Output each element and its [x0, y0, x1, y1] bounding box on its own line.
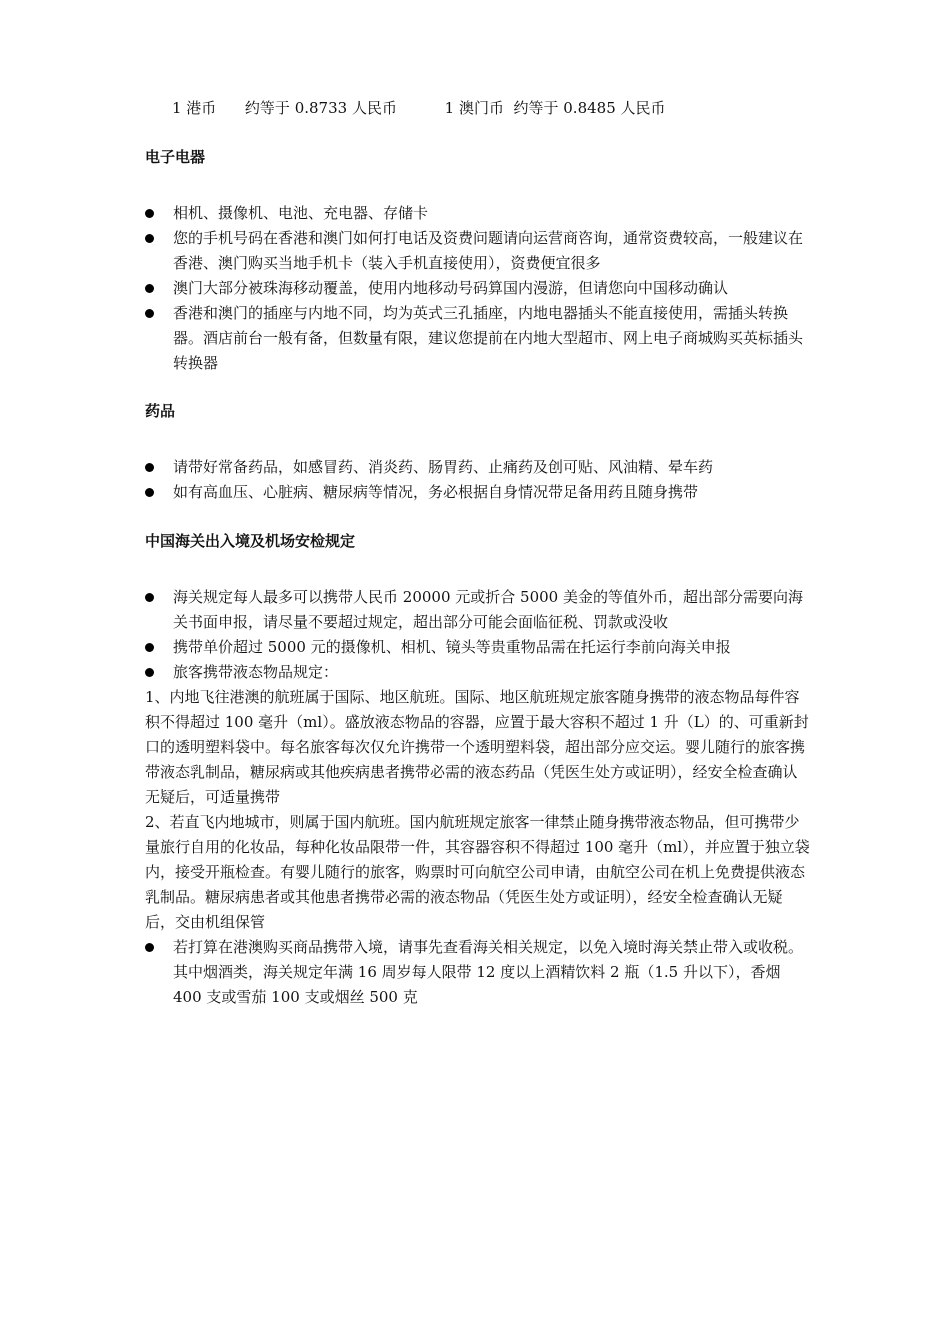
list-item: 香港和澳门的插座与内地不同，均为英式三孔插座，内地电器插头不能直接使用，需插头转换器。酒店前台一般有备，但数量有限，建议您提前在内地大型超市、网上电子商城购买英标插头转换器	[145, 301, 810, 376]
electronics-list	[145, 201, 810, 376]
bullet-icon	[145, 463, 154, 472]
bullet-icon	[145, 593, 154, 602]
hkd-rate: 约等于 0.8733 人民币	[244, 99, 397, 117]
bullet-icon	[145, 488, 154, 497]
mop-label: 1 澳门币	[444, 99, 504, 117]
heading-customs: 中国海关出入境及机场安检规定	[145, 532, 356, 550]
list-item: 携带单价超过 5000 元的摄像机、相机、镜头等贵重物品需在托运行李前向海关申报	[145, 635, 810, 660]
list-item: 如有高血压、心脏病、糖尿病等情况，务必根据自身情况带足备用药且随身携带	[145, 480, 810, 505]
bullet-icon	[145, 668, 154, 677]
liquid-rule-domestic: 2、若直飞内地城市，则属于国内航班。国内航班规定旅客一律禁止随身携带液态物品，但可携带少量旅行自用的化妆品，每种化妆品限带一件，其容器容积不得超过 100 毫升（ml），并应置于独立袋内，接受开瓶检查。有婴儿随行的旅客，购票时可向航空公司申请，由航空公司在机上免费提供液态乳制品。糖尿病患者或其他患者携带必需的液态物品（凭医生处方或证明），经安全检查确认无疑后，交由机组保管	[145, 813, 810, 931]
customs-list	[145, 585, 810, 685]
bullet-icon	[145, 643, 154, 652]
heading-medicine: 药品	[145, 402, 176, 420]
list-item: 相机、摄像机、电池、充电器、存储卡	[145, 201, 810, 226]
liquid-rule-international: 1、内地飞往港澳的航班属于国际、地区航班。国际、地区航班规定旅客随身携带的液态物品每件容积不得超过 100 毫升（ml）。盛放液态物品的容器，应置于最大容积不超过 1 升（L）的、可重新封口的透明塑料袋中。每名旅客每次仅允许携带一个透明塑料袋，超出部分应交运。婴儿随行的旅客携带液态乳制品，糖尿病或其他疾病患者携带必需的液态药品（凭医生处方或证明），经安全检查确认无疑后，可适量携带	[145, 688, 809, 806]
mop-rate: 约等于 0.8485 人民币	[513, 99, 666, 117]
bullet-icon	[145, 209, 154, 218]
list-item: 澳门大部分被珠海移动覆盖，使用内地移动号码算国内漫游，但请您向中国移动确认	[145, 276, 810, 301]
list-item: 若打算在港澳购买商品携带入境，请事先查看海关相关规定，以免入境时海关禁止带入或收税。其中烟酒类，海关规定年满 16 周岁每人限带 12 度以上酒精饮料 2 瓶（1.5 升以下），香烟 400 支或雪茄 100 支或烟丝 500 克	[145, 935, 810, 1010]
hkd-label: 1 港币	[172, 99, 217, 117]
bullet-icon	[145, 309, 154, 318]
heading-electronics: 电子电器	[145, 148, 206, 166]
list-item: 海关规定每人最多可以携带人民币 20000 元或折合 5000 美金的等值外币，超出部分需要向海关书面申报，请尽量不要超过规定，超出部分可能会面临征税、罚款或没收	[145, 585, 810, 635]
bullet-icon	[145, 943, 154, 952]
bullet-icon	[145, 284, 154, 293]
list-item: 请带好常备药品，如感冒药、消炎药、肠胃药、止痛药及创可贴、风油精、晕车药	[145, 455, 810, 480]
list-item: 旅客携带液态物品规定：	[145, 660, 810, 685]
exchange-rate-line	[172, 96, 666, 120]
medicine-list	[145, 455, 810, 505]
list-item: 您的手机号码在香港和澳门如何打电话及资费问题请向运营商咨询，通常资费较高，一般建议在香港、澳门购买当地手机卡（装入手机直接使用），资费便宜很多	[145, 226, 810, 276]
customs-list-continued	[145, 935, 810, 1010]
bullet-icon	[145, 234, 154, 243]
